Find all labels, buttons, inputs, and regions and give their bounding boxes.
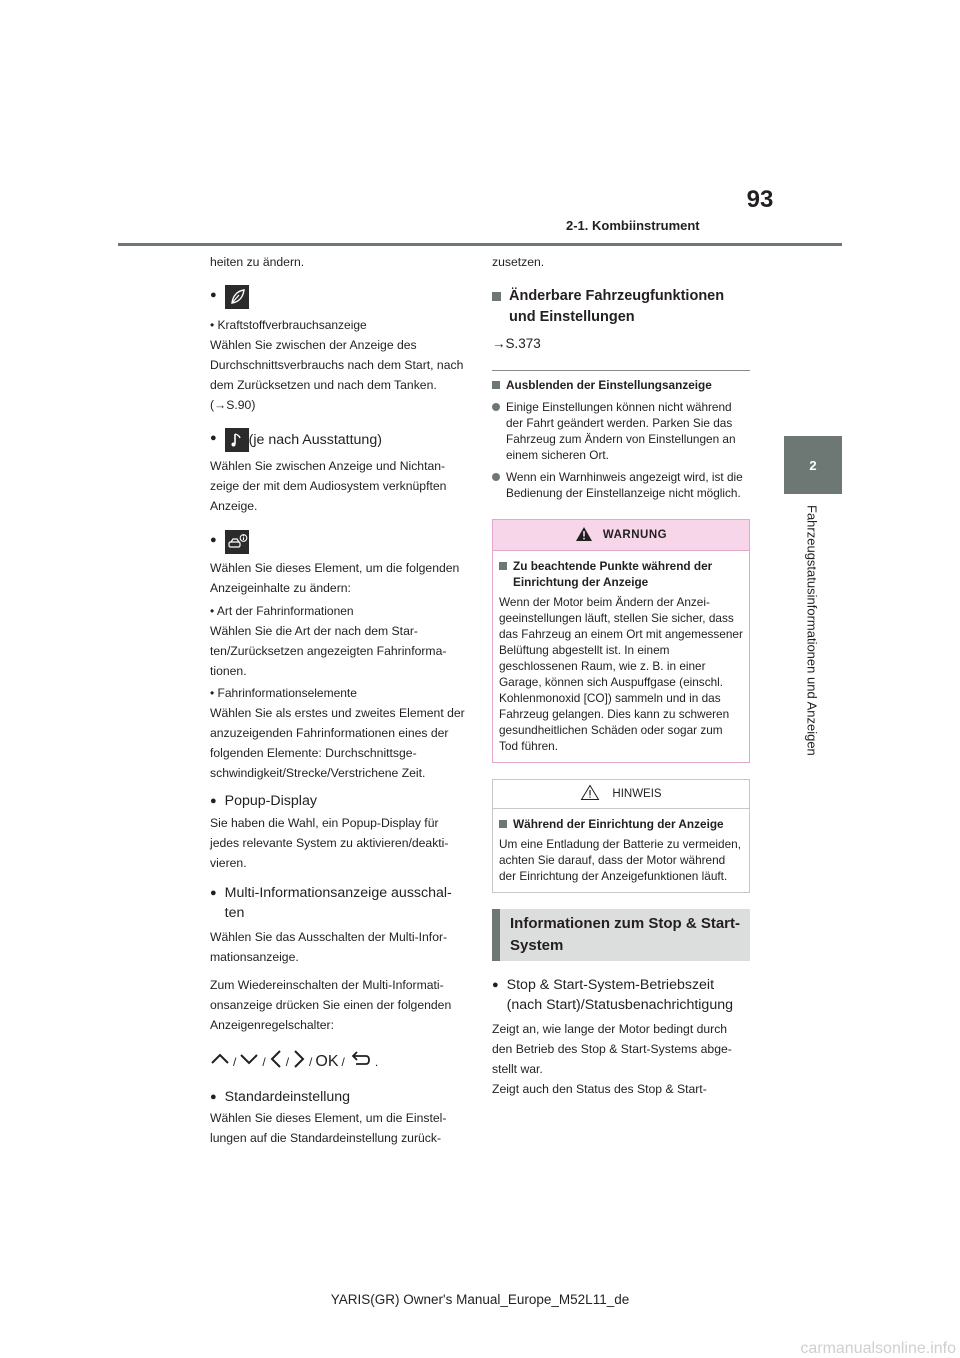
bullet-circle (492, 473, 500, 481)
functions-heading-text: Änderbare Fahrzeugfunktionen und Einstellungen (509, 288, 725, 325)
warning-heading-text: Zu beachtende Punkte während der Einrichtung der Anzeige (513, 559, 713, 589)
separator: / (309, 1055, 313, 1069)
drive-info-sub2-label: • Fahrinformationselemente (210, 686, 357, 700)
eco-text: Wählen Sie zwischen der Anzeige des Durchschnittsverbrauchs nach dem Start, nach dem Zurücksetzen und nach dem Tanken. (→S.90) (210, 338, 464, 412)
chapter-tab-title (800, 505, 824, 835)
notice-body (493, 809, 749, 892)
bullet-dot: ● (210, 1091, 217, 1103)
warning-heading (499, 558, 743, 590)
notice-text: Um eine Entladung der Batterie zu vermeiden, achten Sie darauf, dass der Motor während der Einrichtung der Anzeigefunktionen läuft. (499, 837, 741, 883)
bullet-dot: ● (210, 795, 217, 807)
warning-title: WARNUNG (602, 529, 668, 541)
section-header: 2-1. Kombiinstrument (566, 218, 700, 233)
bullet-dot: ● (210, 432, 217, 444)
right-intro: zusetzen. (492, 255, 545, 269)
bullet-dot: ● (210, 534, 217, 546)
notice-title-bar (493, 780, 749, 809)
chapter-title: Fahrzeugstatusinformationen und Anzeigen (804, 505, 820, 756)
notice-box (492, 779, 750, 893)
hide-item-2 (492, 469, 750, 501)
popup-bullet (210, 791, 465, 811)
bullet-circle (492, 403, 500, 411)
ok-label: OK (315, 1053, 339, 1070)
separator: / (341, 1055, 345, 1069)
ss-text1: Zeigt an, wie lange der Motor bedingt durch den Betrieb des Stop & Start-Systems abgestellt war. (492, 1022, 732, 1076)
hide-item-2-text: Wenn ein Warnhinweis angezeigt wird, ist die Bedienung der Einstellanzeige nicht möglich. (506, 470, 743, 500)
heading-marker (492, 381, 500, 389)
notice-triangle-icon (580, 784, 600, 804)
heading-marker (499, 562, 507, 570)
audio-label: (je nach Ausstattung) (248, 431, 382, 448)
drive-info-sub2-text: Wählen Sie als erstes und zweites Element der anzuzeigenden Fahrinformationen eines der folgenden Elemente: Durchschnittsgeschwindigkeit/Strecke/Verstrichene Zeit. (210, 706, 465, 780)
popup-title: Popup-Display (224, 793, 317, 809)
hide-item-1-text: Einige Einstellungen können nicht während der Fahrt geändert werden. Parken Sie das Fahrzeug zum Ändern von Einstellungen an einem sicheren Ort. (506, 400, 736, 462)
drive-info-sub1-label: • Art der Fahrinformationen (210, 604, 354, 618)
info-heading-block (492, 909, 750, 961)
ss-title: Stop & Start-System-Betriebszeit (nach Start)/Statusbenachrichtigung (506, 977, 733, 1013)
chevron-right-icon (292, 1049, 306, 1075)
eco-bullet (210, 285, 465, 309)
separator: / (262, 1055, 266, 1069)
chevron-left-icon (269, 1049, 283, 1075)
warning-triangle-icon (575, 526, 593, 545)
bullet-dot: ● (492, 979, 499, 991)
warning-box (492, 519, 750, 763)
mid-off-bullet (210, 883, 465, 923)
warning-title-bar (493, 520, 749, 551)
footer: YARIS(GR) Owner's Manual_Europe_M52L11_de (330, 1292, 630, 1307)
functions-ref: →S.373 (492, 336, 541, 351)
info-heading: Informationen zum Stop & Start-System (510, 915, 740, 954)
audio-text: Wählen Sie zwischen Anzeige und Nichtanzeige der mit dem Audiosystem verknüpften Anzeige. (210, 459, 447, 513)
watermark: carmanualsonline.info (800, 1340, 956, 1357)
heading-marker (499, 820, 507, 828)
default-text: Wählen Sie dieses Element, um die Einstellungen auf die Standardeinstellung zurück- (210, 1111, 447, 1145)
notice-heading-text: Während der Einrichtung der Anzeige (513, 817, 724, 831)
separator: / (233, 1055, 237, 1069)
chevron-down-icon (239, 1052, 259, 1072)
left-column (210, 252, 465, 1148)
back-arrow-icon (348, 1050, 372, 1074)
audio-bullet (210, 428, 465, 452)
drive-info-bullet (210, 530, 465, 554)
chapter-number: 2 (809, 457, 817, 473)
drive-info-sub1-text: Wählen Sie die Art der nach dem Starten/Zurücksetzen angezeigten Fahrinformationen. (210, 624, 447, 678)
left-intro: heiten zu ändern. (210, 255, 305, 269)
chapter-tab-number (784, 436, 842, 494)
drive-info-text: Wählen Sie dieses Element, um die folgenden Anzeigeinhalte zu ändern: (210, 561, 460, 595)
mid-off-text1: Wählen Sie das Ausschalten der Multi-Informationsanzeige. (210, 930, 448, 964)
default-bullet (210, 1087, 465, 1107)
popup-text: Sie haben die Wahl, ein Popup-Display für jedes relevante System zu aktivieren/deaktivieren. (210, 816, 449, 870)
bullet-dot: ● (210, 887, 217, 899)
default-title: Standardeinstellung (224, 1089, 351, 1105)
notice-heading (499, 816, 743, 832)
ss-text2: Zeigt auch den Status des Stop & Start- (492, 1082, 707, 1096)
heading-marker (492, 292, 501, 301)
warning-body (493, 551, 749, 762)
car-info-icon (225, 530, 249, 554)
ss-bullet (492, 975, 750, 1015)
notice-title: HINWEIS (612, 788, 662, 800)
warning-text: Wenn der Motor beim Ändern der Anzeigeeinstellungen läuft, stellen Sie sicher, dass das Fahrzeug an einem Ort mit angemessener Belüftung abgestellt ist. In einem geschlossenen Raum, wie z. B. in einer Garage, können sich Auspuffgase (einschl. Kohlenmonoxid [CO]) sammeln und in das Fahrzeug gelangen. Dies kann zu schweren gesundheitlichen Schäden oder sogar zum Tod führen. (499, 595, 743, 753)
chevron-up-icon (210, 1052, 230, 1072)
divider (492, 370, 750, 371)
mid-off-text2: Zum Wiedereinschalten der Multi-Informationsanzeige drücken Sie einen der folgenden Anzeigenregelschalter: (210, 978, 452, 1032)
page-number: 93 (746, 186, 774, 213)
mid-off-title: Multi-Informationsanzeige ausschalten (224, 885, 452, 921)
control-switch-icons (210, 1049, 465, 1075)
period: . (374, 1055, 379, 1069)
header-rule (118, 243, 842, 246)
hide-heading (492, 377, 750, 393)
right-column (492, 252, 750, 1099)
leaf-icon (225, 285, 249, 309)
hide-item-1 (492, 399, 750, 463)
hide-heading-text: Ausblenden der Einstellungsanzeige (506, 378, 712, 392)
bullet-dot: ● (210, 289, 217, 301)
separator: / (285, 1055, 290, 1069)
music-note-icon (225, 428, 249, 452)
eco-sub-label: • Kraftstoffverbrauchsanzeige (210, 318, 367, 332)
functions-heading (492, 286, 750, 328)
